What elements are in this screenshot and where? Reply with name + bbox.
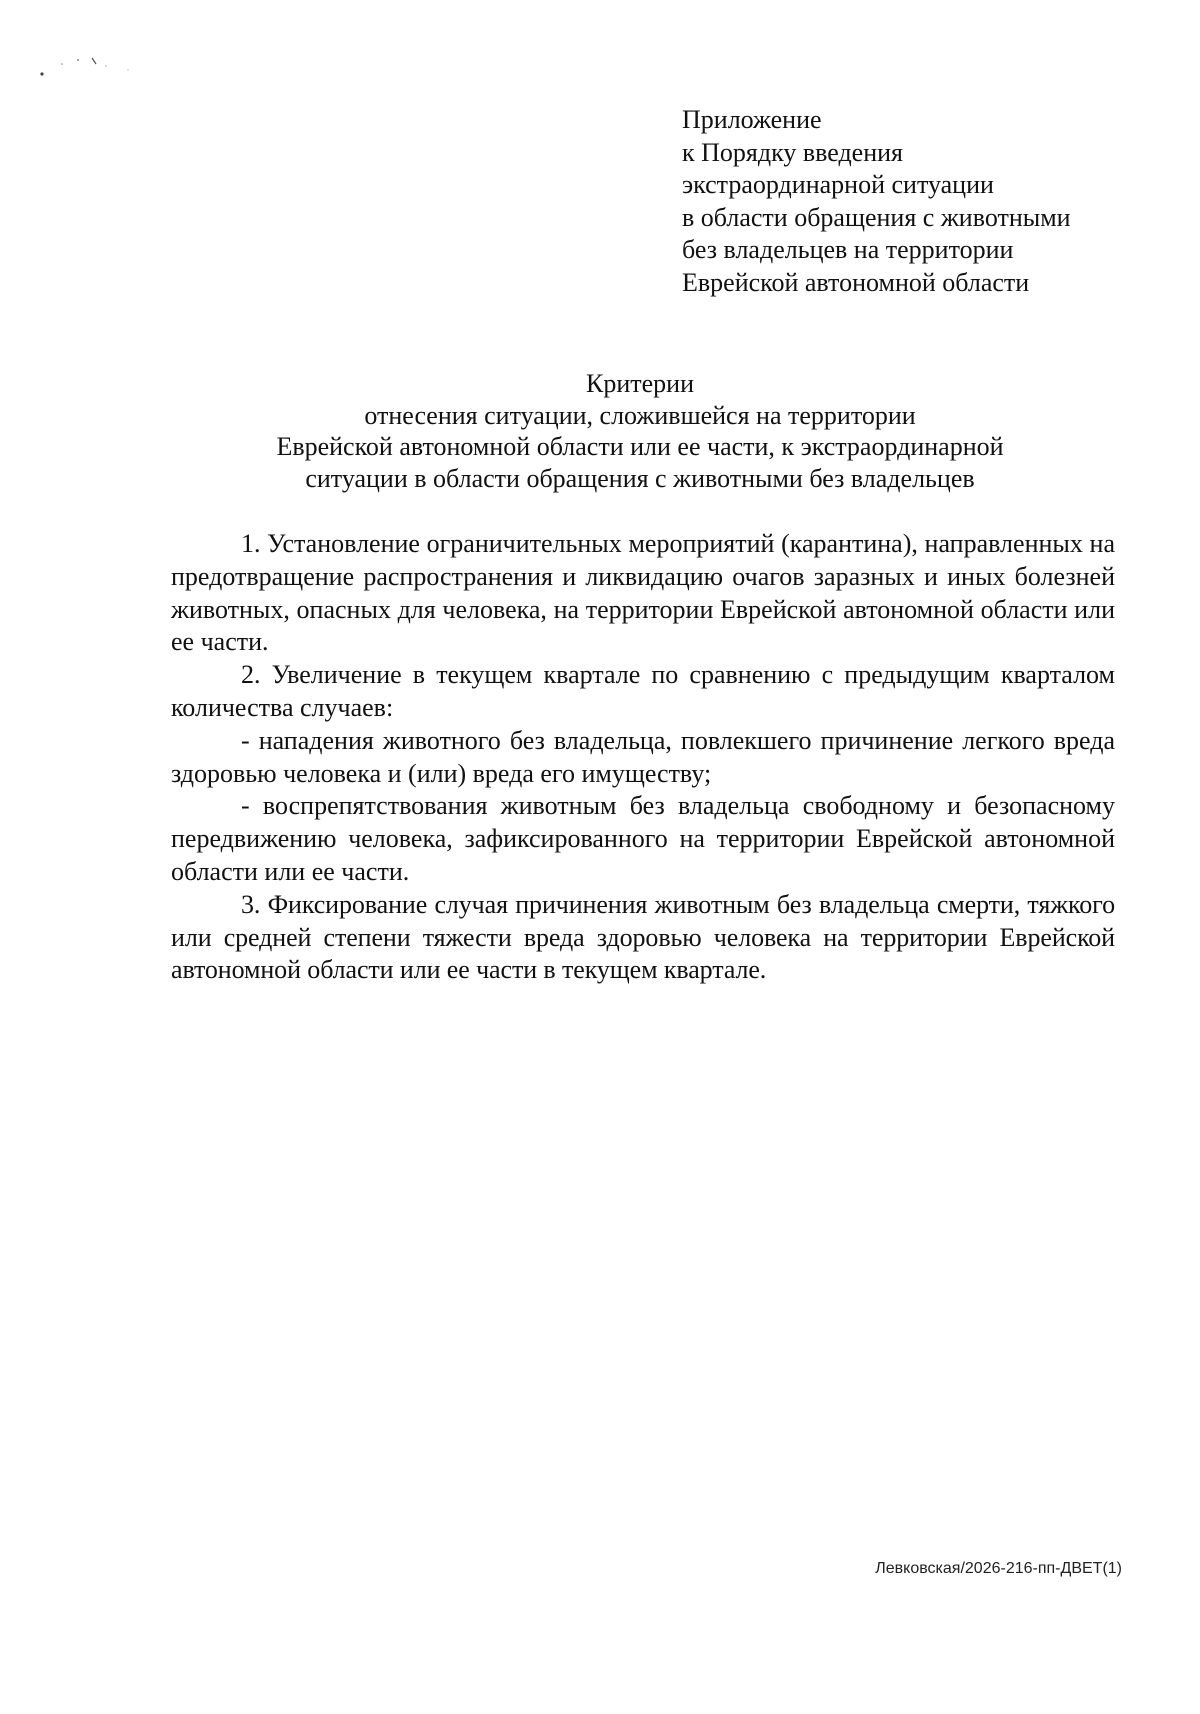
criterion-1: 1. Установление ограничительных мероприятий (карантина), направленных на предотвращение распространения и ликвидацию очагов заразных и иных болезней животных, опасных для человека, на территории Еврейской автономной области или ее части. [171,529,1115,657]
title-heading: Критерии [586,369,694,398]
appendix-line: экстраординарной ситуации [682,170,994,199]
document-title [170,368,1110,494]
appendix-line: Еврейской автономной области [682,267,1030,297]
appendix-line: в области обращения с животными [682,202,1071,232]
title-line: Еврейской автономной области или ее части, к экстраординарной [276,432,1004,461]
criterion-2-subitem-attack: - нападения животного без владельца, повлекшего причинение легкого вреда здоровью человека и (или) вреда его имуществу; [171,725,1115,788]
appendix-line: без владельцев на территории [682,235,1014,264]
appendix-line: Приложение [682,105,822,134]
criterion-2: 2. Увеличение в текущем квартале по сравнению с предыдущим кварталом количества случаев: [171,660,1115,722]
criteria-body [171,528,1115,987]
title-line: отнесения ситуации, сложившейся на территории [364,400,916,430]
criterion-3: 3. Фиксирование случая причинения животным без владельца смерти, тяжкого или средней степени тяжести вреда здоровью человека на территории Еврейской автономной области или ее части в текущем квартале. [171,889,1115,985]
scan-noise-specks [30,50,150,90]
appendix-reference [682,104,1162,299]
document-code-footer: Левковская/2026-216-пп-ДВЕТ(1) [875,1560,1122,1577]
criterion-2-subitem-obstruction: - воспрепятствования животным без владельца свободному и безопасному передвижению человека, зафиксированного на территории Еврейской автономной области или ее части. [171,791,1115,886]
title-line: ситуации в области обращения с животными без владельцев [305,463,975,493]
appendix-line: к Порядку введения [682,137,904,167]
